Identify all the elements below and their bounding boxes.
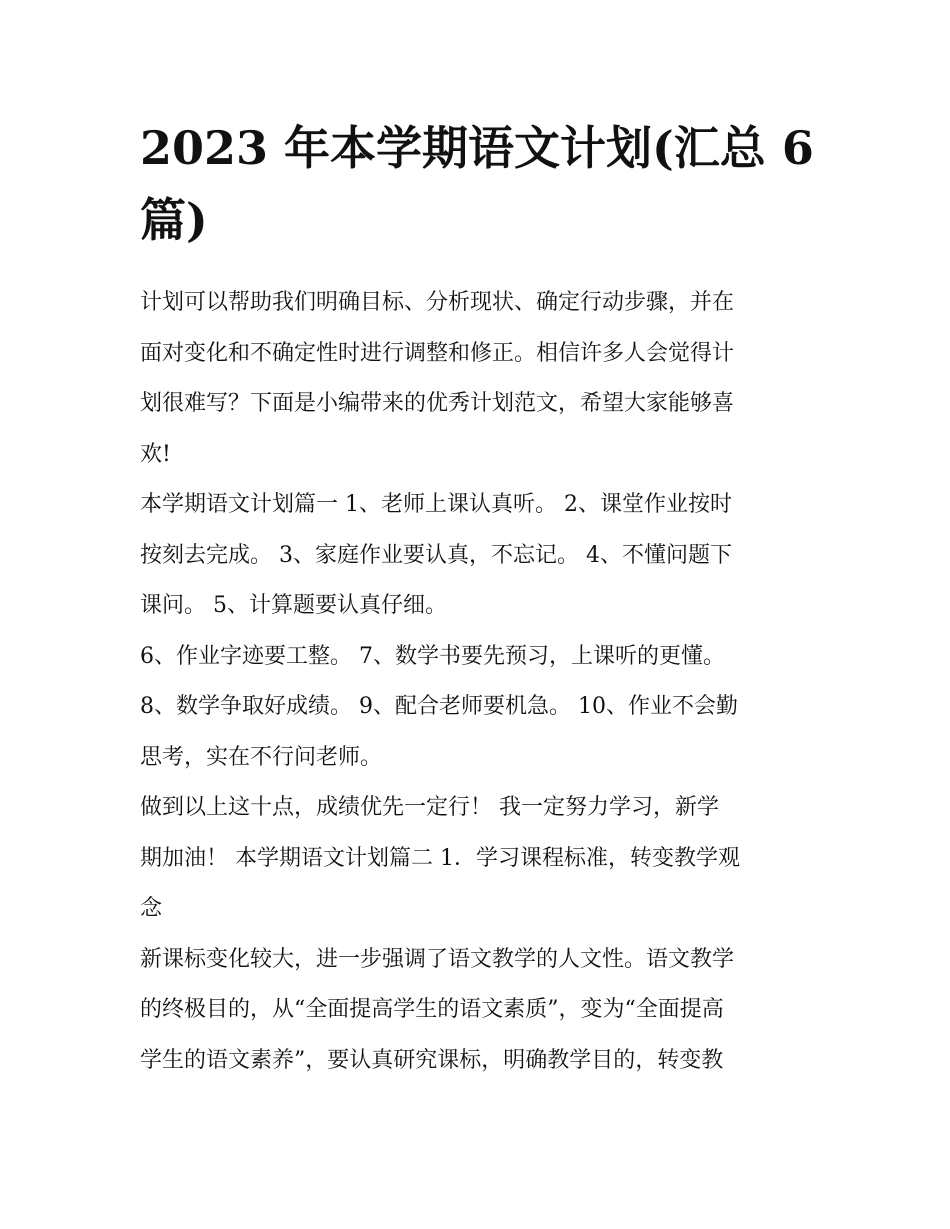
document-page [140, 112, 812, 1086]
text-line: 划很难写？下面是小编带来的优秀计划范文，希望大家能够喜 [140, 391, 735, 416]
text-line: 念 [140, 896, 163, 921]
text-line: 学生的语文素养”，要认真研究课标，明确教学目的，转变教 [140, 1047, 724, 1073]
text-line: 新课标变化较大，进一步强调了语文教学的人文性。语文教学 [140, 946, 735, 972]
text-line: 课问。 5、计算题要认真仔细。 [140, 593, 447, 618]
text-line: 按刻去完成。 3、家庭作业要认真，不忘记。 4、不懂问题下 [140, 542, 732, 568]
document-body [140, 278, 812, 1086]
document-title [140, 112, 812, 256]
paragraph-plan-one-continued [140, 632, 812, 784]
title-line: 篇) [140, 193, 208, 247]
title-line: 2023 年本学期语文计划(汇总 6 [140, 121, 814, 175]
text-line: 做到以上这十点，成绩优先一定行！ 我一定努力学习，新学 [140, 795, 719, 820]
text-line: 6、作业字迹要工整。 7、数学书要先预习，上课听的更懂。 [140, 643, 725, 669]
paragraph-intro [140, 278, 812, 480]
text-line: 思考，实在不行问老师。 [140, 744, 383, 770]
paragraph-plan-one [140, 480, 812, 632]
text-line: 8、数学争取好成绩。 9、配合老师要机急。 10、作业不会勤 [140, 694, 738, 719]
text-line: 期加油！ 本学期语文计划篇二 1．学习课程标准，转变教学观 [140, 845, 740, 871]
text-line: 的终极目的，从“全面提高学生的语文素质”，变为“全面提高 [140, 997, 724, 1022]
text-line: 欢! [140, 441, 171, 467]
text-line: 面对变化和不确定性时进行调整和修正。相信许多人会觉得计 [140, 340, 735, 366]
paragraph-new-curriculum [140, 935, 812, 1087]
text-line: 本学期语文计划篇一 1、老师上课认真听。 2、课堂作业按时 [140, 492, 732, 517]
text-line: 计划可以帮助我们明确目标、分析现状、确定行动步骤，并在 [140, 290, 735, 315]
paragraph-plan-two-start [140, 783, 812, 935]
